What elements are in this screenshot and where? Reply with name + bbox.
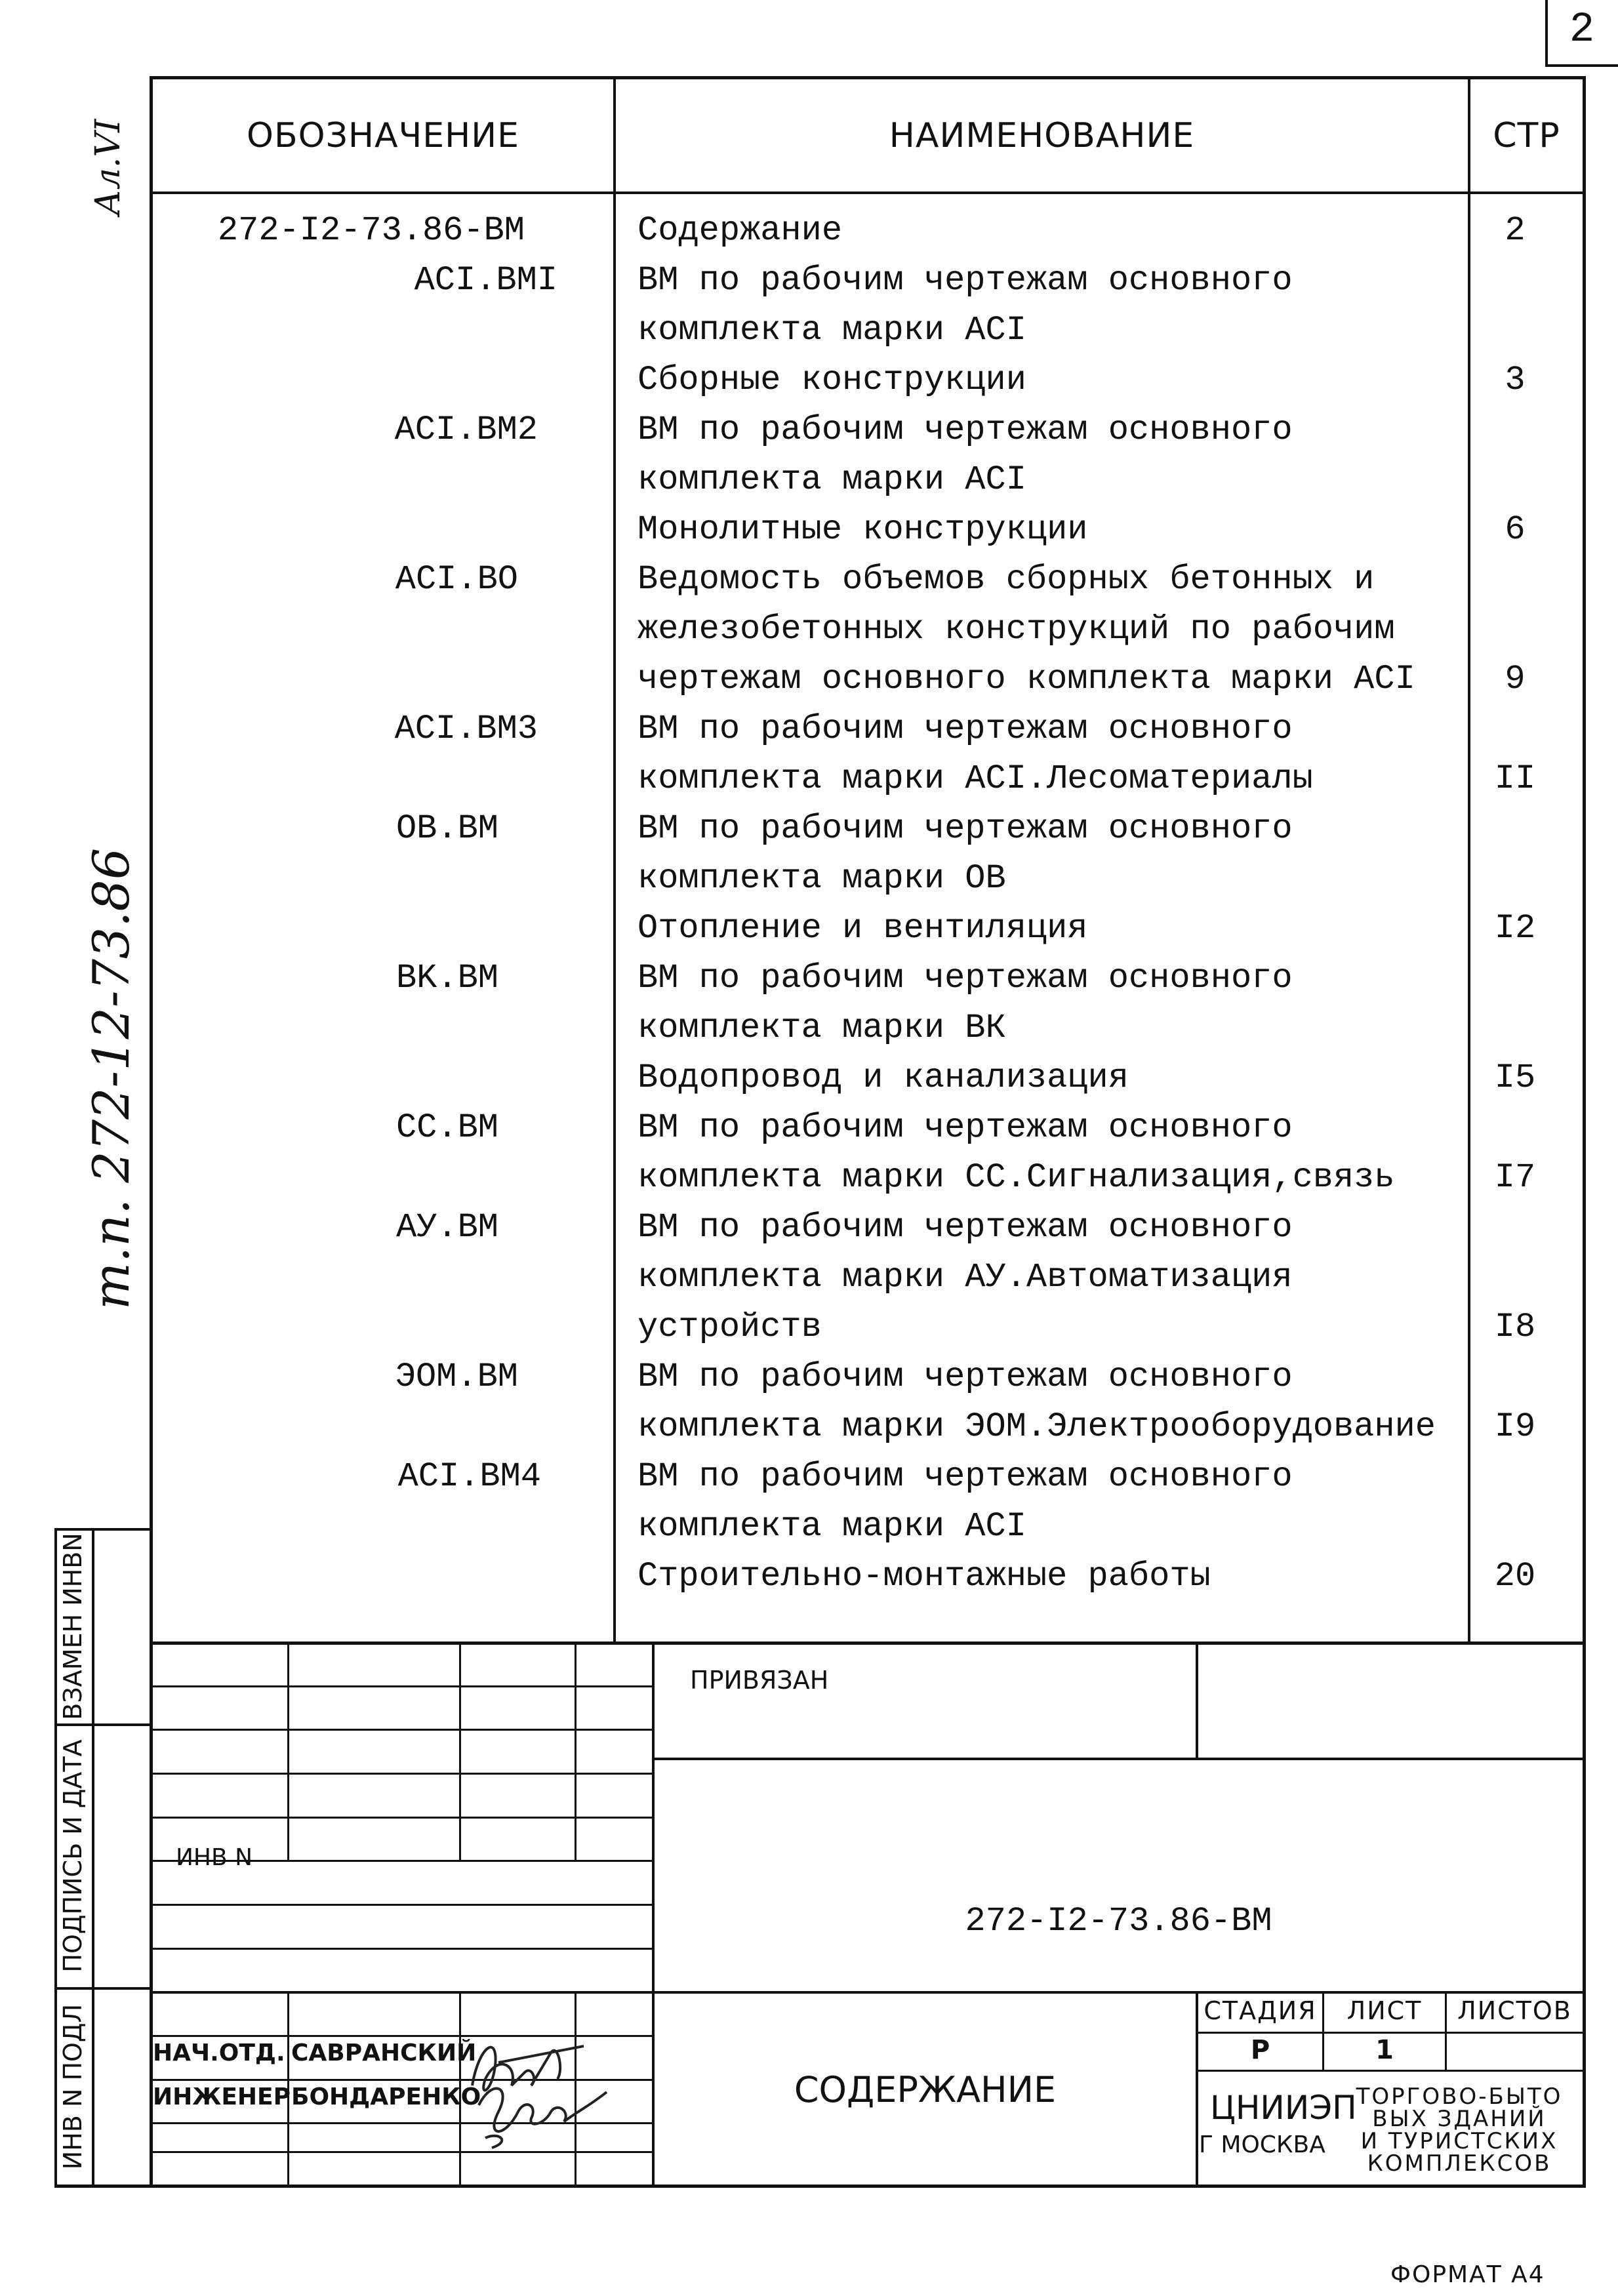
org-city: Г МОСКВА: [1199, 2131, 1325, 2158]
tb-hline-main: [150, 1991, 1586, 1994]
sheet-number: 2: [1569, 7, 1595, 54]
tb-hline: [150, 1685, 655, 1687]
row-page: I7: [1494, 1158, 1536, 1197]
row-page: 20: [1494, 1557, 1536, 1596]
row-page: I9: [1494, 1407, 1536, 1446]
sheet-number-box-left: [1545, 0, 1548, 66]
tb-vline-3: [575, 1641, 576, 1861]
row-page: I8: [1494, 1308, 1536, 1346]
tb-hline: [150, 2151, 655, 2153]
format-label: ФОРМАТ А4: [1390, 2261, 1545, 2288]
signer-name: БОНДАРЕНКО: [291, 2084, 481, 2110]
row-line: ВМ по рабочим чертежам основного: [637, 809, 1293, 848]
row-line: Монолитные конструкции: [637, 510, 1088, 549]
stamp-replaced: ВЗАМЕН ИНВN: [58, 1533, 87, 1720]
tb-hline: [150, 1817, 655, 1819]
frame-left: [150, 76, 153, 2188]
org-desc-line: ТОРГОВО-БЫТО: [1356, 2084, 1563, 2110]
stamp-signature-date: ПОДПИСЬ И ДАТА: [58, 1739, 87, 1973]
row-line: Ведомость объемов сборных бетонных и: [637, 560, 1375, 599]
frame-bottom: [54, 2185, 1586, 2188]
row-line: ВМ по рабочим чертежам основного: [637, 1208, 1293, 1247]
row-line: ВМ по рабочим чертежам основного: [637, 1457, 1293, 1496]
org-desc-line: КОМПЛЕКСОВ: [1367, 2150, 1552, 2177]
side-note-top: Ал.VI: [89, 119, 128, 216]
row-line: ВМ по рабочим чертежам основного: [637, 959, 1293, 997]
row-line: комплекта марки ACI.Лесоматериалы: [637, 759, 1313, 798]
org-name: ЦНИИЭП: [1210, 2089, 1357, 2127]
tb-stage-hline2: [1196, 2070, 1586, 2072]
inv-no-label: ИНВ N: [176, 1844, 253, 1871]
header-name: НАИМЕНОВАНИЕ: [889, 115, 1195, 155]
tb-hline-attached: [652, 1758, 1586, 1760]
tb-vline-1: [287, 1641, 289, 1861]
row-line: комплекта марки ЭОМ.Электрооборудование: [637, 1407, 1436, 1446]
row-page: I2: [1494, 909, 1536, 948]
row-line: комплекта марки ACI: [637, 1507, 1026, 1546]
row-line: Отопление и вентиляция: [637, 909, 1088, 948]
row-page: I5: [1494, 1058, 1536, 1097]
stamp-strip-mid: [92, 1528, 94, 2188]
row-code: ACI.BM4: [397, 1457, 541, 1496]
tb-stage-hline1: [1196, 2032, 1586, 2034]
tb-hline: [150, 1773, 655, 1775]
row-line: ВМ по рабочим чертежам основного: [637, 411, 1293, 449]
sheets-label: ЛИСТОВ: [1457, 1996, 1572, 2025]
row-line: чертежам основного комплекта марки ACI: [637, 660, 1415, 698]
row-page: 6: [1505, 510, 1526, 549]
row-line: ВМ по рабочим чертежам основного: [637, 261, 1293, 300]
header-designation: ОБОЗНАЧЕНИЕ: [247, 115, 519, 155]
row-line: ВМ по рабочим чертежам основного: [637, 1358, 1293, 1396]
row-code: ACI.BMI: [414, 261, 557, 300]
col-divider-1: [613, 76, 616, 1643]
signature-bondarenko: [466, 2066, 610, 2151]
row-line: Содержание: [637, 211, 843, 250]
row-line: Водопровод и канализация: [637, 1058, 1129, 1097]
document-code: 272-I2-73.86-ВМ: [965, 1902, 1272, 1941]
title-block-top: [150, 1641, 1586, 1645]
row-line: ВМ по рабочим чертежам основного: [637, 1108, 1293, 1147]
row-code: ACI.BM3: [394, 710, 538, 748]
frame-right: [1583, 76, 1586, 2188]
signer-name: САВРАНСКИЙ: [291, 2040, 477, 2066]
row-line: комплекта марки ACI: [637, 311, 1026, 350]
row-page: 2: [1505, 211, 1526, 250]
row-code: ACI.BO: [395, 560, 518, 599]
row-line: Строительно-монтажные работы: [637, 1557, 1211, 1596]
tb-hline: [150, 1904, 655, 1906]
sheet-value: 1: [1375, 2035, 1394, 2065]
row-code: ACI.BM2: [394, 411, 538, 449]
stage-label: СТАДИЯ: [1203, 1996, 1317, 2025]
tb-attached-divider: [1196, 1641, 1198, 1760]
attached-label: ПРИВЯЗАН: [690, 1666, 829, 1695]
header-divider: [150, 191, 1586, 194]
tb-hline: [150, 1729, 655, 1731]
signer-role: ИНЖЕНЕР: [153, 2084, 291, 2110]
org-description: [1338, 2085, 1581, 2175]
signer-role: НАЧ.ОТД.: [153, 2040, 285, 2066]
row-line: комплекта марки СС.Сигнализация,связь: [637, 1158, 1395, 1197]
row-page: 3: [1505, 361, 1526, 399]
row-line: железобетонных конструкций по рабочим: [637, 610, 1395, 649]
stage-value: Р: [1250, 2035, 1270, 2065]
tb-hline: [150, 1948, 655, 1950]
stamp-strip-left: [54, 1528, 57, 2188]
row-line: комплекта марки ВК: [637, 1009, 1006, 1047]
row-line: комплекта марки ACI: [637, 460, 1026, 499]
row-code: 272-I2-73.86-ВМ: [217, 211, 525, 250]
header-page: СТР: [1493, 115, 1560, 155]
row-code: OB.BM: [395, 809, 498, 848]
row-code: CC.BM: [395, 1108, 498, 1147]
org-desc-line: ВЫХ ЗДАНИЙ: [1372, 2106, 1547, 2132]
org-desc-line: И ТУРИСТСКИХ: [1360, 2128, 1558, 2154]
row-line: комплекта марки OB: [637, 859, 1006, 898]
sheet-label: ЛИСТ: [1346, 1996, 1423, 2025]
row-page: 9: [1505, 660, 1526, 698]
row-code: АУ.ВМ: [395, 1208, 498, 1247]
row-line: Сборные конструкции: [637, 361, 1026, 399]
row-page: II: [1494, 759, 1536, 798]
sheet-number-box-bottom: [1545, 64, 1618, 67]
tb-vline-2: [459, 1641, 461, 1861]
row-code: ЭОМ.ВМ: [395, 1358, 518, 1396]
row-line: ВМ по рабочим чертежам основного: [637, 710, 1293, 748]
row-code: BK.BM: [395, 959, 498, 997]
side-note-project: т.п. 272-12-73.86: [82, 847, 140, 1310]
row-line: комплекта марки АУ.Автоматизация: [637, 1258, 1293, 1297]
row-line: устройств: [637, 1308, 822, 1346]
stamp-inv-orig: ИНВ N ПОДЛ: [58, 2004, 87, 2170]
sheet-title: СОДЕРЖАНИЕ: [794, 2069, 1057, 2110]
